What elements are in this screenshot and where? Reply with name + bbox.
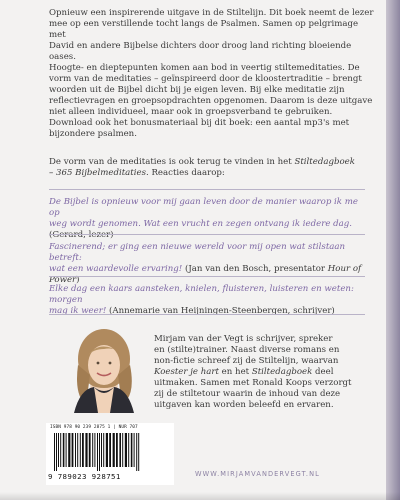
intro-line: Opnieuw een inspirerende uitgave in de Stiltelijn. Dit boek neemt de lezer (49, 8, 374, 18)
author-photo-illustration (60, 325, 146, 413)
intro-line: David en andere Bijbelse dichters door droog land richting bloeiende oases. (49, 41, 352, 62)
author-bio (154, 334, 369, 411)
barcode-bar (56, 433, 57, 471)
barcode-bar (58, 433, 59, 467)
barcode-bar (136, 433, 137, 471)
isbn-text: ISBN 978 90 239 2875 1 | NUR 707 (50, 425, 138, 430)
author-website: WWW.MIRJAMVANDERVEGT.NL (195, 470, 320, 478)
barcode (54, 433, 166, 473)
bio-text: en het (218, 367, 252, 377)
divider (49, 276, 365, 277)
reference-paragraph (49, 157, 374, 179)
barcode-bar (134, 433, 135, 467)
quote-attribution-end: ) (76, 275, 80, 285)
intro-line: mee op een verstillende tocht langs de Psalmen. Samen op pelgrimage met (49, 19, 359, 40)
divider (49, 234, 365, 235)
reference-text: . Reacties daarop: (146, 168, 225, 178)
barcode-bar (82, 433, 84, 467)
barcode-bar (72, 433, 74, 467)
bio-line: Mirjam van der Vegt is schrijver, spreker (154, 334, 333, 344)
barcode-bar (60, 433, 61, 467)
bio-line: zij de stiltetour waarin de inhoud van deze (154, 389, 341, 399)
quote-attribution: (Gerard, lezer) (49, 230, 114, 240)
barcode-bar (138, 433, 139, 471)
barcode-bar (97, 433, 98, 471)
barcode-bar (122, 433, 123, 467)
barcode-digits: 9 789023 928751 (48, 472, 121, 481)
barcode-bar (103, 433, 104, 467)
barcode-bar (80, 433, 81, 467)
author-portrait (60, 325, 146, 413)
barcode-bar (94, 433, 95, 467)
quote-attribution: (Jan van den Bosch, presentator (185, 264, 328, 274)
barcode-bar (113, 433, 115, 467)
show-title: Hour of Power (49, 264, 362, 285)
book-title-koester: Koester je hart (154, 367, 219, 377)
divider (49, 314, 365, 315)
divider (49, 189, 365, 190)
barcode-bar (99, 433, 100, 471)
intro-line: Hoogte- en dieptepunten komen aan bod in veertig stiltemeditaties. De (49, 63, 360, 73)
bio-line: en (stilte)trainer. Naast diverse romans en (154, 345, 340, 355)
cover-bottom-shadow (0, 492, 400, 500)
barcode-bar (116, 433, 118, 467)
barcode-bar (106, 433, 108, 467)
barcode-bar (128, 433, 129, 467)
bio-text: deel (312, 367, 334, 377)
book-title-stiltedagboek: Stiltedagboek (251, 367, 313, 377)
testimonial-quote (49, 284, 371, 317)
barcode-bar (101, 433, 102, 467)
intro-line: bijzondere psalmen. (49, 129, 137, 139)
bio-line: uitgaven kan worden beleefd en ervaren. (154, 400, 334, 410)
testimonial-quote (49, 242, 371, 286)
quote-attribution: (Annemarie van Heijningen-Steenbergen, schrijver) (109, 306, 335, 316)
barcode-bar (119, 433, 121, 467)
bio-line: non-fictie schreef zij de Stiltelijn, waarvan (154, 356, 339, 366)
intro-line: vorm van de meditaties – geïnspireerd door de kloostertraditie – brengt (49, 74, 362, 84)
book-subtitle: – 365 Bijbelmeditaties (49, 168, 146, 178)
intro-paragraph (49, 8, 374, 140)
barcode-bar (54, 433, 55, 471)
barcode-bar (125, 433, 127, 467)
barcode-bar (131, 433, 133, 467)
barcode-bar (92, 433, 93, 467)
book-title-stiltedagboek: Stiltedagboek (294, 157, 355, 167)
quote-line: wat een waardevolle ervaring! (49, 264, 183, 274)
intro-line: woorden uit de Bijbel dicht bij je eigen leven. Bij elke meditatie zijn (49, 85, 345, 95)
quote-line: weg wordt genomen. Wat een vrucht en zegen ontvang ik iedere dag. (49, 219, 353, 229)
barcode-bar (109, 433, 111, 467)
barcode-bar (66, 433, 67, 467)
barcode-bar (77, 433, 78, 467)
intro-line: reflectievragen en groepsopdrachten opgenomen. Daarom is deze uitgave (49, 96, 373, 106)
intro-line: Download ook het bonusmateriaal bij dit boek: een aantal mp3's met (49, 118, 350, 128)
quote-line: De Bijbel is opnieuw voor mij gaan leven door de manier waarop ik me op (49, 197, 358, 218)
quote-line: mag ik weer! (49, 306, 107, 316)
bio-line: uitmaken. Samen met Ronald Koops verzorgt (154, 378, 352, 388)
barcode-bar (85, 433, 87, 467)
intro-line: niet alleen individueel, maar ook in groepsverband te gebruiken. (49, 107, 333, 117)
barcode-bar (89, 433, 91, 467)
barcode-bar (75, 433, 76, 467)
quote-line: Elke dag een kaars aansteken, knielen, fluisteren, luisteren en weten: morgen (49, 284, 354, 305)
reference-text: De vorm van de meditaties is ook terug te vinden in het (49, 157, 295, 167)
quote-line: Fascinerend; er ging een nieuwe wereld voor mij open wat stilstaan betreft: (49, 242, 346, 263)
barcode-bar (63, 433, 65, 467)
cover-edge-band (386, 0, 400, 500)
barcode-bar (68, 433, 70, 467)
